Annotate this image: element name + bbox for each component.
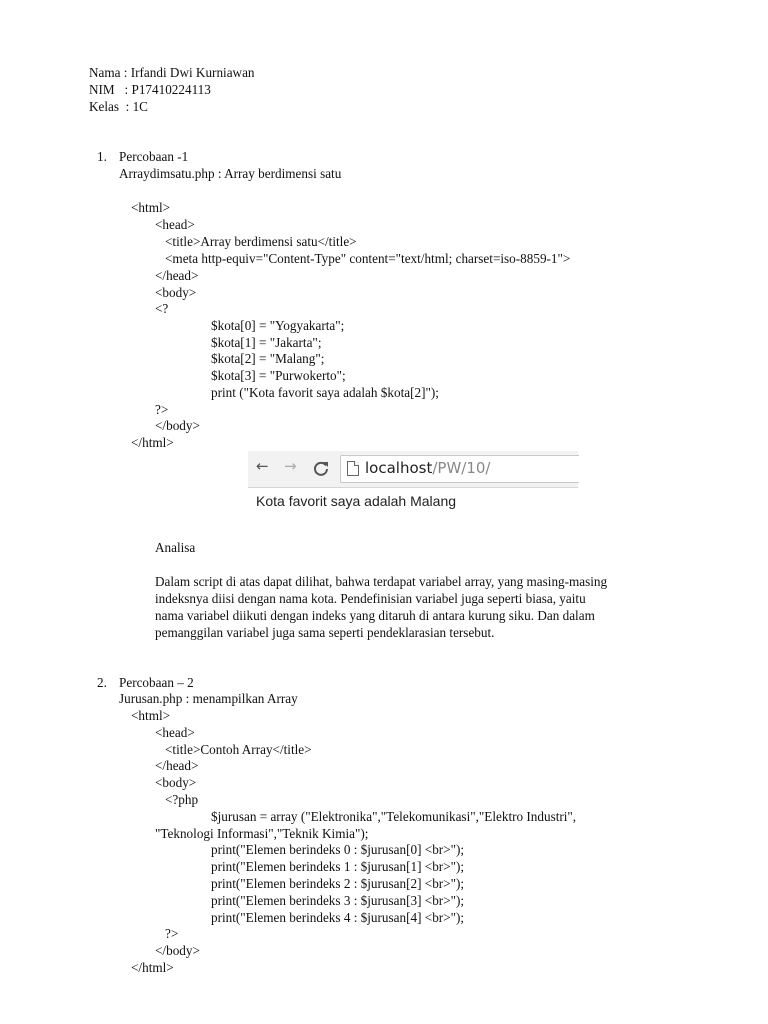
forward-arrow-icon: → [284,457,297,475]
code-line: <title>Array berdimensi satu</title> [165,234,357,249]
code-line: print("Elemen berindeks 4 : $jurusan[4] <br>"); [211,910,465,925]
student-class: Kelas : 1C [89,99,148,114]
code-line: ?> [155,402,169,417]
browser-output: Kota favorit saya adalah Malang [256,493,457,509]
code-line: </head> [155,758,199,773]
url-text [365,459,490,477]
address-bar[interactable] [340,455,579,483]
code-line: print ("Kota favorit saya adalah $kota[2]"); [211,385,439,400]
section1-subtitle: Arraydimsatu.php : Array berdimensi satu [119,166,342,181]
section2-subtitle: Jurusan.php : menampilkan Array [119,691,298,706]
code-line: <meta http-equiv="Content-Type" content="text/html; charset=iso-8859-1"> [165,251,571,266]
analisa-line: Dalam script di atas dapat dilihat, bahwa terdapat variabel array, yang masing-masing [155,574,608,589]
code-line: $jurusan = array ("Elektronika","Telekomunikasi","Elektro Industri", [211,809,577,824]
url-path: /PW/10/ [432,459,491,477]
code-line: <body> [155,775,197,790]
analisa-line: indeksnya diisi dengan nama kota. Pendefinisian variabel juga seperti biasa, yaitu [155,591,586,606]
section2-number: 2. [97,675,107,690]
code-line: $kota[2] = "Malang"; [211,351,325,366]
code-line: </body> [155,943,200,958]
code-line: $kota[0] = "Yogyakarta"; [211,318,345,333]
section1-number: 1. [97,149,107,164]
analisa-line: pemanggilan variabel juga sama seperti pendeklarasian tersebut. [155,625,495,640]
page-icon [347,461,359,476]
code-line: </html> [131,960,174,975]
back-arrow-icon: ← [256,457,269,475]
browser-toolbar [248,451,578,488]
analisa-line: nama variabel diikuti dengan indeks yang ditaruh di antara kurung siku. Dan dalam [155,608,595,623]
code-line: <html> [131,708,171,723]
student-name: Nama : Irfandi Dwi Kurniawan [89,65,255,80]
code-line: print("Elemen berindeks 3 : $jurusan[3] <br>"); [211,893,465,908]
code-line: <head> [155,725,195,740]
section2-title: Percobaan – 2 [119,675,194,690]
code-line: print("Elemen berindeks 1 : $jurusan[1] <br>"); [211,859,465,874]
code-line: </html> [131,435,174,450]
code-line: $kota[3] = "Purwokerto"; [211,368,346,383]
analisa-title: Analisa [155,540,196,555]
code-line: ?> [165,926,179,941]
url-host: localhost [365,459,433,477]
code-line: <head> [155,217,195,232]
section1-title: Percobaan -1 [119,149,189,164]
reload-icon [312,459,330,477]
code-line: print("Elemen berindeks 2 : $jurusan[2] <br>"); [211,876,465,891]
code-line: <html> [131,200,171,215]
code-line: <? [155,301,169,316]
code-line: </head> [155,268,199,283]
code-line: "Teknologi Informasi","Teknik Kimia"); [155,826,369,841]
code-line: $kota[1] = "Jakarta"; [211,335,322,350]
code-line: <title>Contoh Array</title> [165,742,312,757]
code-line: </body> [155,418,200,433]
code-line: print("Elemen berindeks 0 : $jurusan[0] <br>"); [211,842,465,857]
browser-screenshot [248,451,578,517]
student-nim: NIM : P17410224113 [89,82,211,97]
code-line: <?php [165,792,199,807]
code-line: <body> [155,285,197,300]
